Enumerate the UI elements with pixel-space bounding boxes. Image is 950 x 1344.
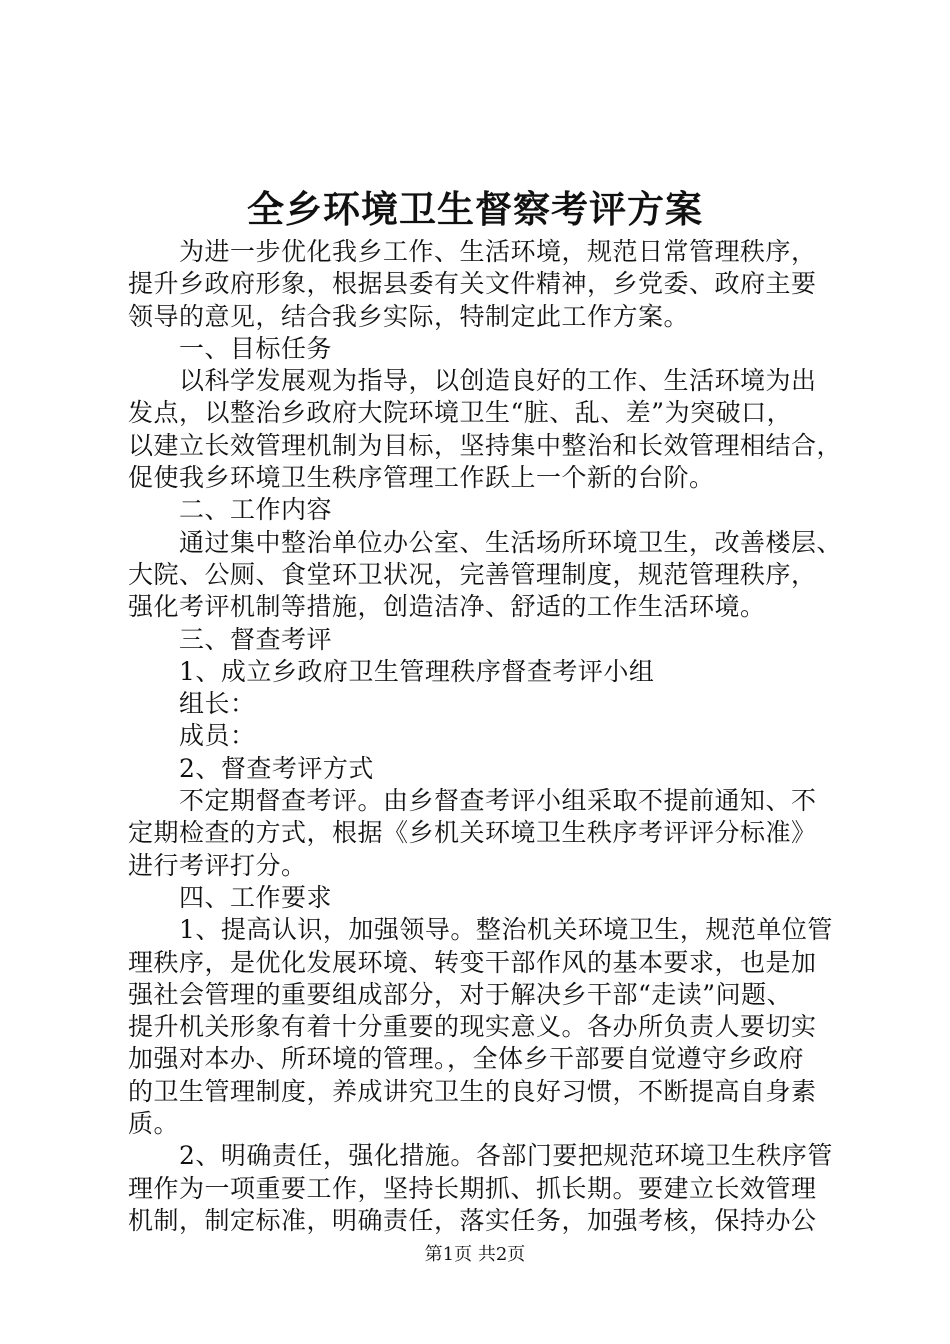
body-line: 定期检查的方式，根据《乡机关环境卫生秩序考评评分标准》 <box>128 818 817 848</box>
body-line: 理秩序，是优化发展环境、转变干部作风的基本要求，也是加 <box>128 947 817 977</box>
body-line: 提升乡政府形象，根据县委有关文件精神，乡党委、政府主要 <box>128 269 817 299</box>
body-line: 2、督查考评方式 <box>179 753 374 783</box>
body-line: 一、目标任务 <box>179 333 333 363</box>
body-line: 加强对本办、所环境的管理。，全体乡干部要自觉遵守乡政府 <box>128 1044 805 1074</box>
body-line: 质。 <box>128 1109 180 1139</box>
body-line: 提升机关形象有着十分重要的现实意义。各办所负责人要切实 <box>128 1012 817 1042</box>
body-line: 强社会管理的重要组成部分，对于解决乡干部“走读”问题、 <box>128 979 793 1009</box>
body-line: 不定期督查考评。由乡督查考评小组采取不提前通知、不 <box>179 786 817 816</box>
body-line: 发点，以整治乡政府大院环境卫生“脏、乱、差”为突破口， <box>128 398 793 428</box>
body-line: 领导的意见，结合我乡实际，特制定此工作方案。 <box>128 301 690 331</box>
body-line: 促使我乡环境卫生秩序管理工作跃上一个新的台阶。 <box>128 463 715 493</box>
body-line: 强化考评机制等措施，创造洁净、舒适的工作生活环境。 <box>128 592 766 622</box>
body-line: 通过集中整治单位办公室、生活场所环境卫生，改善楼层、 <box>179 527 843 557</box>
body-line: 以科学发展观为指导，以创造良好的工作、生活环境为出 <box>179 366 817 396</box>
body-line: 成员： <box>179 721 256 751</box>
body-line: 大院、公厕、食堂环卫状况，完善管理制度，规范管理秩序， <box>128 559 817 589</box>
body-line: 二、工作内容 <box>179 495 333 525</box>
body-line: 1、提高认识，加强领导。整治机关环境卫生，规范单位管 <box>179 915 833 945</box>
body-line: 的卫生管理制度，养成讲究卫生的良好习惯，不断提高自身素 <box>128 1076 817 1106</box>
document-body <box>128 236 843 1237</box>
body-line: 以建立长效管理机制为目标，坚持集中整治和长效管理相结合， <box>128 430 843 460</box>
body-line: 机制，制定标准，明确责任，落实任务，加强考核，保持办公 <box>128 1205 817 1235</box>
body-line: 三、督查考评 <box>179 624 333 654</box>
body-line: 1、成立乡政府卫生管理秩序督查考评小组 <box>179 656 655 686</box>
body-line: 理作为一项重要工作，坚持长期抓、抓长期。要建立长效管理 <box>128 1173 817 1203</box>
body-line: 为进一步优化我乡工作、生活环境，规范日常管理秩序， <box>179 237 817 266</box>
page-footer: 第1页 共2页 <box>424 1244 526 1265</box>
body-line: 组长： <box>179 689 256 719</box>
body-line: 进行考评打分。 <box>128 850 307 880</box>
body-line: 四、工作要求 <box>179 882 333 912</box>
body-line: 2、明确责任，强化措施。各部门要把规范环境卫生秩序管 <box>179 1141 833 1171</box>
page-title: 全乡环境卫生督察考评方案 <box>247 187 703 231</box>
